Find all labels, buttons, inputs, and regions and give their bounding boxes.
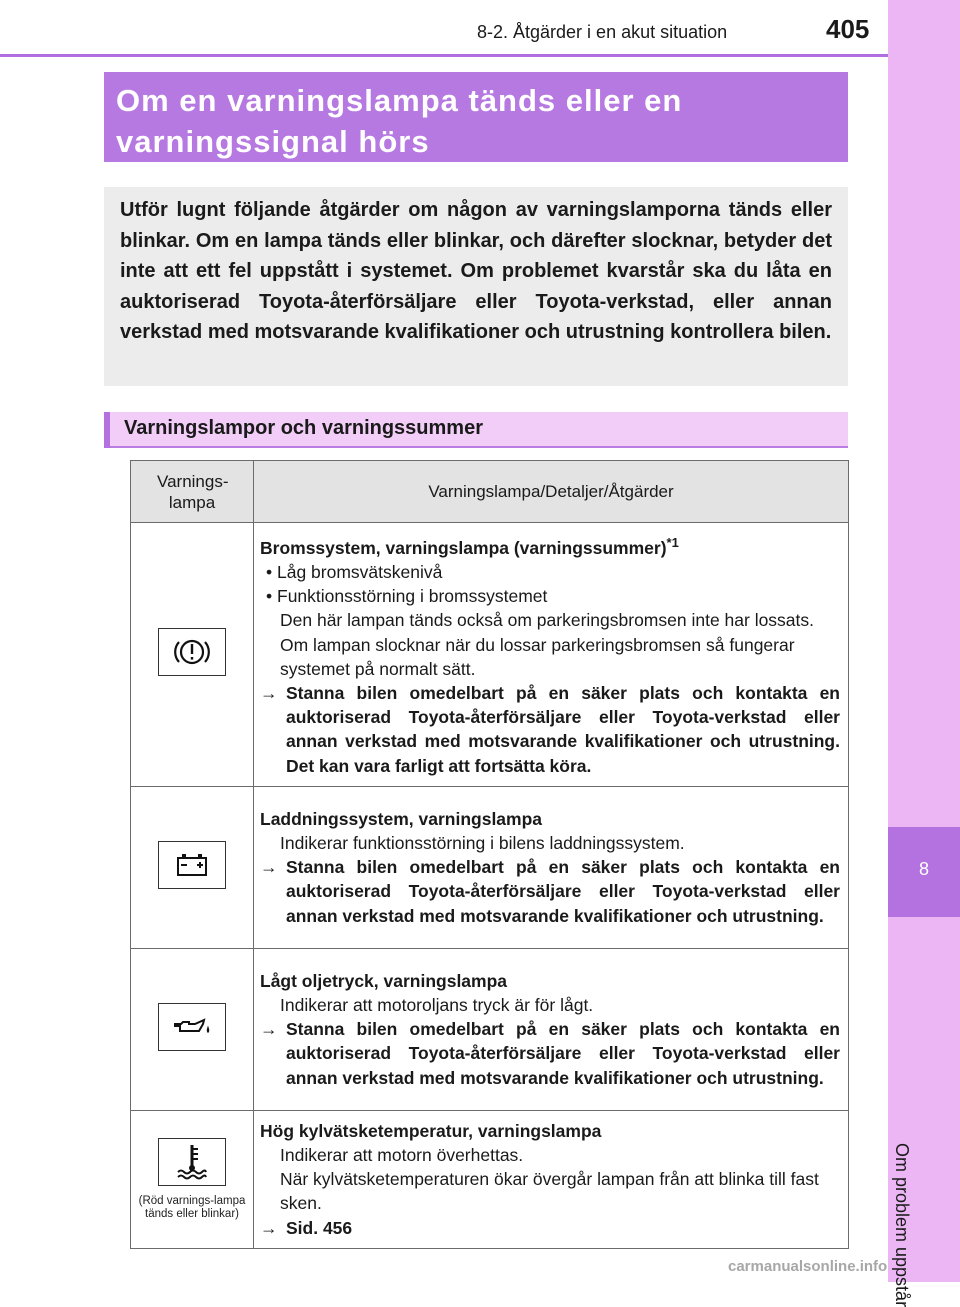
arrow-icon: → (260, 683, 278, 704)
arrow-icon: → (260, 1019, 278, 1040)
page-number: 405 (826, 14, 870, 44)
bullet-item: • Funktionsstörning i bromssystemet (266, 586, 548, 607)
lamp-description: När kylvätsketemperaturen ökar övergår lampan från att blinka till fast sken. (280, 1169, 819, 1214)
subheading: Varningslampor och varningssummer (124, 417, 483, 439)
chapter-number: 8 (918, 859, 929, 879)
coolant-temperature-icon (158, 1138, 226, 1186)
intro-box (104, 187, 848, 386)
table-header-row (131, 461, 849, 523)
page-title-box (104, 72, 848, 162)
details-cell (254, 948, 849, 1110)
watermark: carmanualsonline.info (728, 1258, 888, 1275)
lamp-title: Bromssystem, varningslampa (varningssummer)$^{*1}$ (260, 535, 679, 558)
section-title: 8-2. Åtgärder i en akut situation (477, 22, 728, 42)
lamp-description: Indikerar funktionsstörning i bilens laddningssystem. (280, 833, 685, 854)
action-text: → Stanna bilen omedelbart på en säker plats och kontakta en auktoriserad Toyota-återförsäljare eller Toyota-verkstad eller annan verkstad med motsvarande kvalifikationer och utrustning. (260, 857, 840, 926)
col-header-details: Varningslampa/Detaljer/Åtgärder (254, 461, 849, 523)
lamp-description: Indikerar att motoroljans tryck är för lågt. (280, 995, 594, 1016)
chapter-number-box (888, 827, 960, 917)
lamp-cell (131, 523, 254, 787)
table-row (131, 948, 849, 1110)
arrow-icon: → (260, 857, 278, 878)
action-text: → Stanna bilen omedelbart på en säker plats och kontakta en auktoriserad Toyota-återförsäljare eller Toyota-verkstad eller annan verkstad med motsvarande kvalifikationer och utrustning. Det kan vara farligt att fortsätta köra. (260, 683, 840, 776)
lamp-cell (131, 786, 254, 948)
table-row (131, 523, 849, 787)
page-title: Om en varningslampa tänds eller en varningssignal hörs (116, 83, 683, 159)
lamp-cell (131, 948, 254, 1110)
intro-text: Utför lugnt följande åtgärder om någon av varningslamporna tänds eller blinkar. Om en lampa tänds eller blinkar, och därefter slocknar, betyder det inte att ett fel uppstått i systemet. Om problemet kvarstår ska du låta en auktoriserad Toyota-återförsäljare eller Toyota-verkstad, eller annan verkstad med motsvarande kvalifikationer och utrustning kontrollera bilen. (120, 199, 832, 343)
lamp-title: Laddningssystem, varningslampa (260, 808, 543, 829)
warning-lamp-table (130, 460, 849, 1249)
arrow-icon: → (260, 1217, 278, 1238)
chapter-label: Om problem uppstår (892, 1143, 912, 1307)
oil-pressure-icon (158, 1003, 226, 1051)
brake-warning-icon (158, 628, 226, 676)
lamp-description: Indikerar att motorn överhettas. (280, 1145, 524, 1166)
details-cell (254, 786, 849, 948)
lamp-title: Hög kylvätsketemperatur, varningslampa (260, 1120, 602, 1141)
action-text: → Stanna bilen omedelbart på en säker plats och kontakta en auktoriserad Toyota-återförsäljare eller Toyota-verkstad eller annan verkstad med motsvarande kvalifikationer och utrustning. (260, 1019, 840, 1088)
subheading-accent (104, 412, 110, 448)
details-cell (254, 523, 849, 787)
table-row (131, 786, 849, 948)
chapter-side-tab (888, 0, 960, 1282)
page-reference-link[interactable]: → Sid. 456 (260, 1216, 840, 1240)
battery-icon (158, 841, 226, 889)
lamp-note: (Röd varnings-lampa tänds eller blinkar) (138, 1194, 246, 1220)
lamp-description: Den här lampan tänds också om parkeringsbromsen inte har lossats. Om lampan slocknar när du lossar parkeringsbromsen så fungerar systemet på normalt sätt. (280, 610, 815, 679)
bullet-item: • Låg bromsvätskenivå (266, 562, 443, 583)
header-rule (0, 54, 888, 57)
details-cell (254, 1110, 849, 1248)
table-row (131, 1110, 849, 1248)
col-header-lamp: Varnings-lampa (131, 461, 254, 523)
lamp-cell (131, 1110, 254, 1248)
lamp-title: Lågt oljetryck, varningslampa (260, 970, 508, 991)
subheading-box (104, 412, 848, 448)
